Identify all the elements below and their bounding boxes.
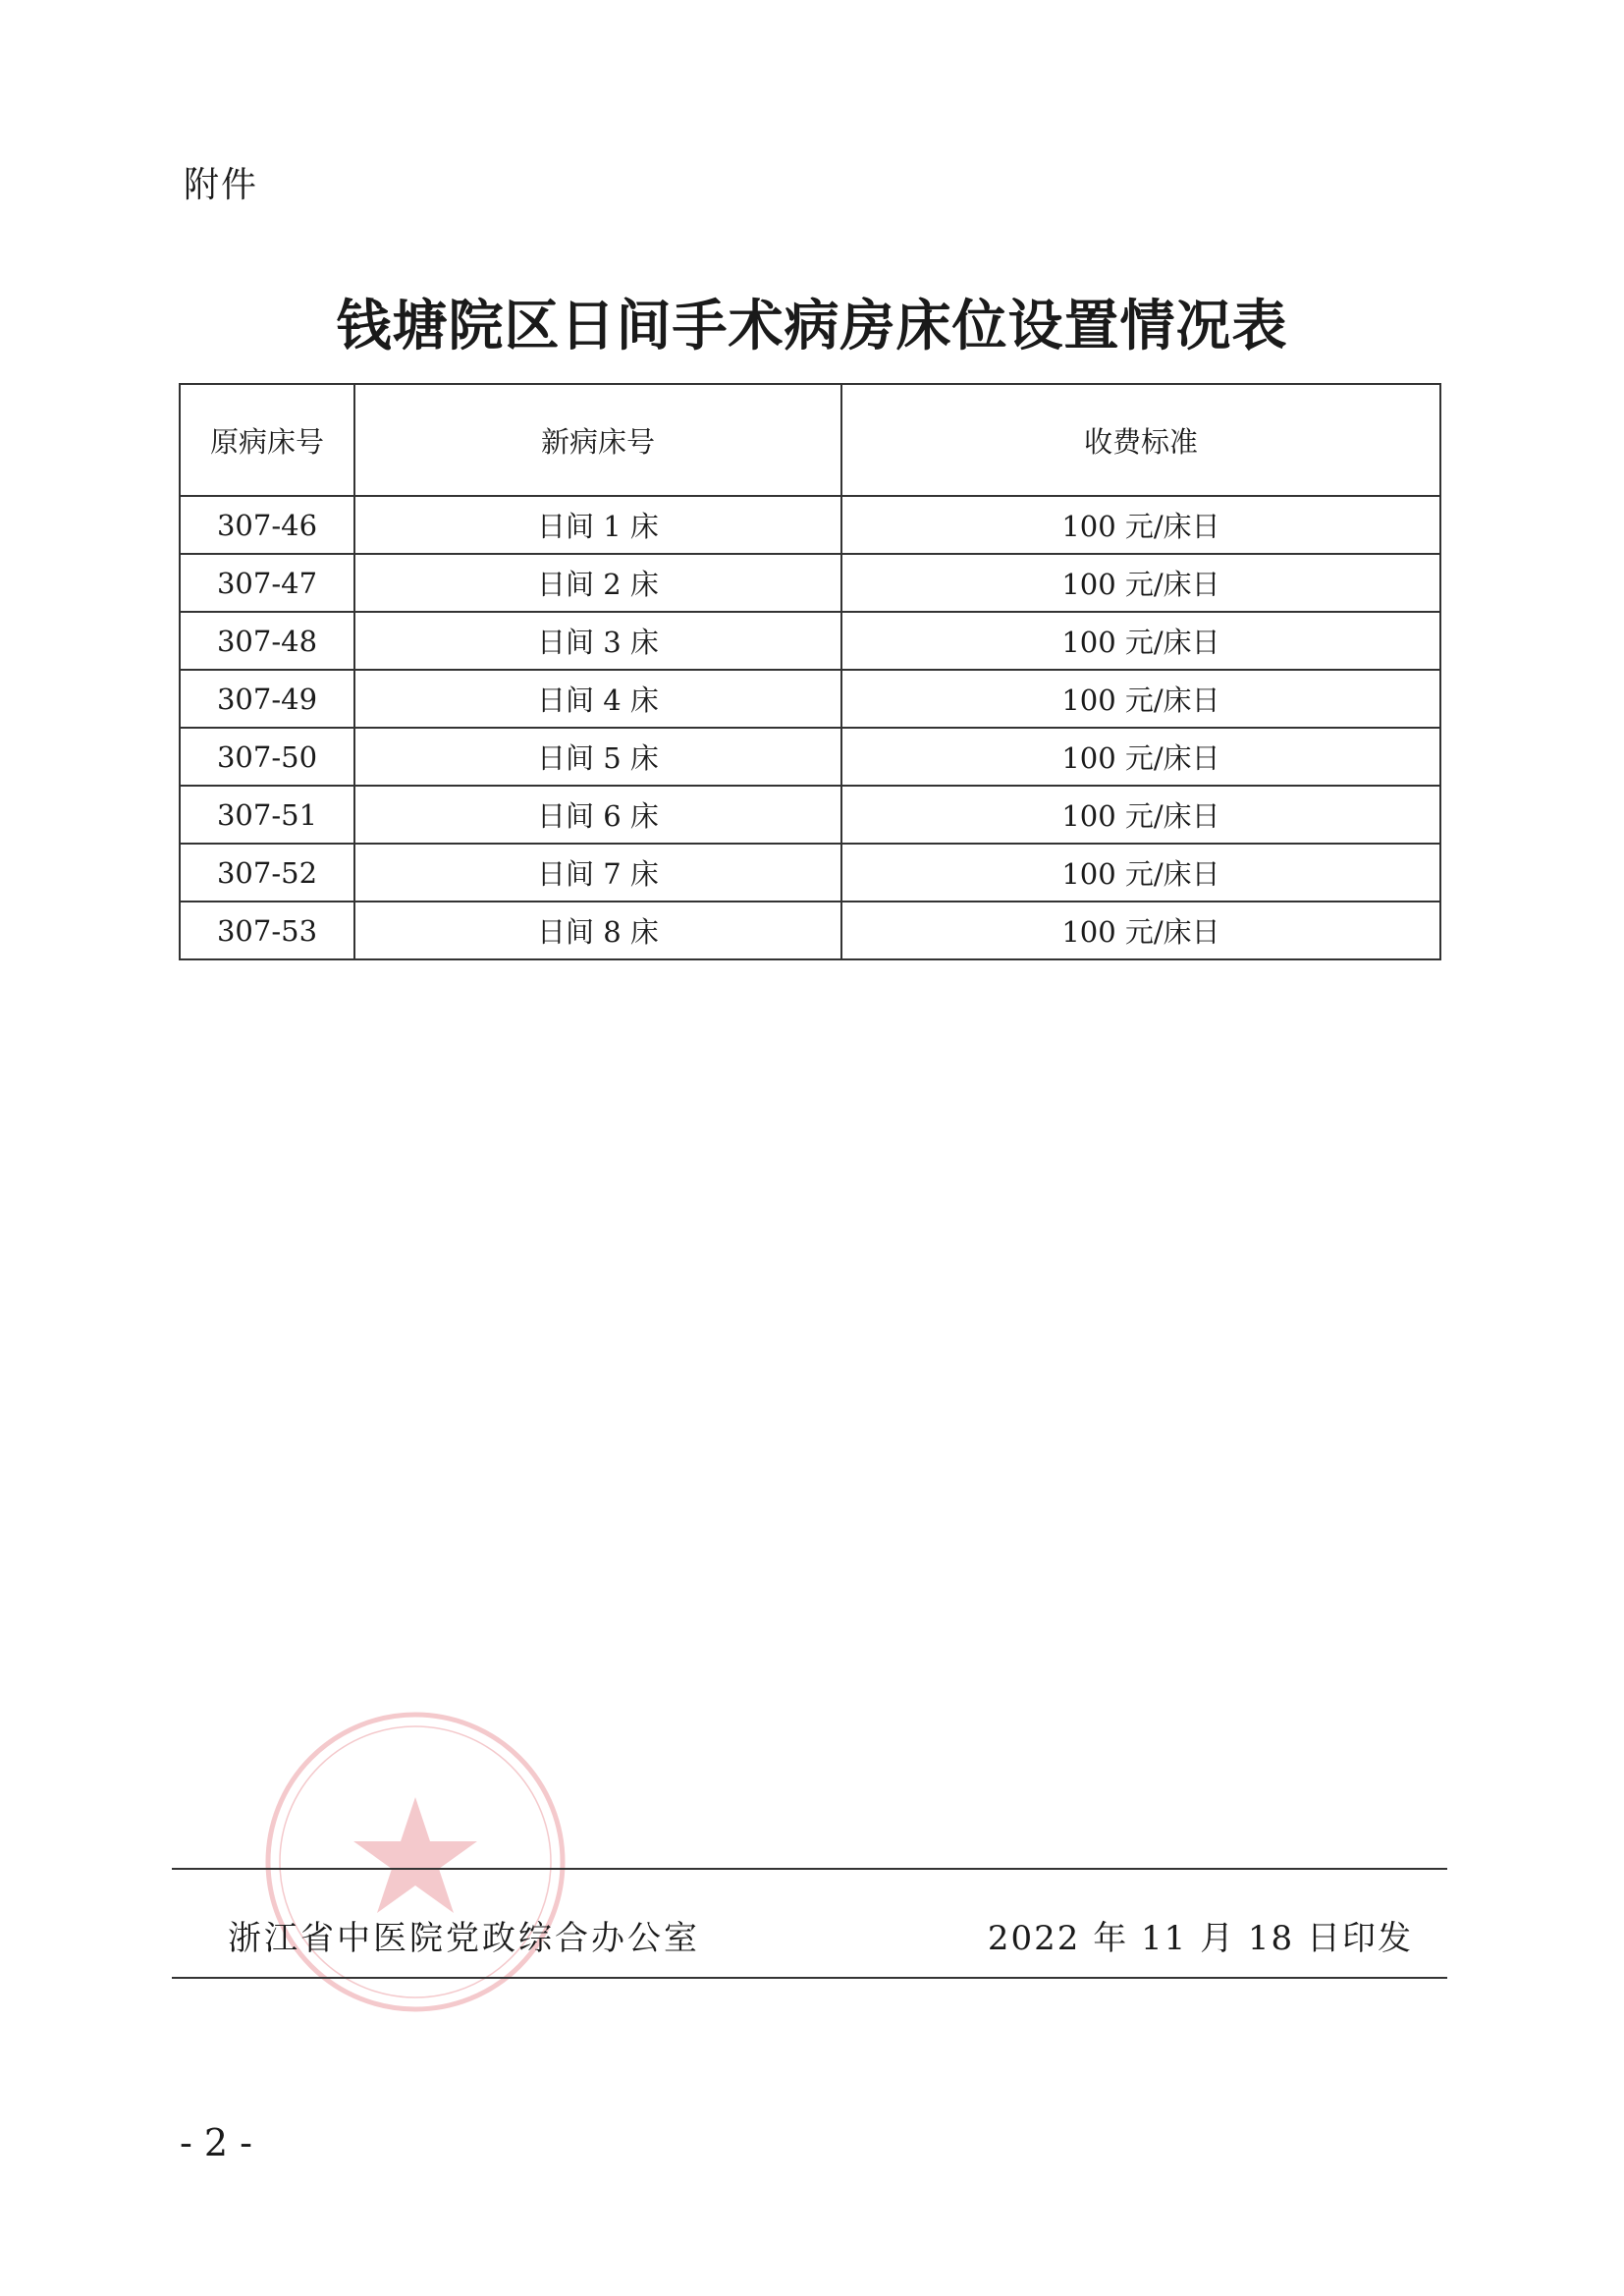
footer-bottom-rule <box>172 1977 1447 1979</box>
table-row <box>180 728 1440 786</box>
header-fee-standard: 收费标准 <box>841 384 1440 496</box>
table-header-row <box>180 384 1440 496</box>
table-row <box>180 786 1440 844</box>
cell-fee: 100 元/床日 <box>841 554 1440 612</box>
cell-fee: 100 元/床日 <box>841 844 1440 902</box>
table-row <box>180 844 1440 902</box>
official-seal-stamp <box>257 1704 573 2020</box>
page-title: 钱塘院区日间手术病房床位设置情况表 <box>336 295 1288 358</box>
table-row <box>180 902 1440 959</box>
issue-date: 2022 年 11 月 18 日印发 <box>987 1919 1413 1958</box>
table-row <box>180 670 1440 728</box>
table-row <box>180 612 1440 670</box>
table-row <box>180 496 1440 554</box>
page-number: - 2 - <box>180 2121 253 2164</box>
issuer-name: 浙江省中医院党政综合办公室 <box>228 1919 700 1958</box>
table-row <box>180 554 1440 612</box>
cell-fee: 100 元/床日 <box>841 612 1440 670</box>
cell-original-bed: 307-53 <box>180 902 354 959</box>
cell-fee: 100 元/床日 <box>841 786 1440 844</box>
cell-original-bed: 307-49 <box>180 670 354 728</box>
cell-original-bed: 307-46 <box>180 496 354 554</box>
cell-new-bed: 日间 8 床 <box>354 902 841 959</box>
cell-new-bed: 日间 7 床 <box>354 844 841 902</box>
header-original-bed: 原病床号 <box>180 384 354 496</box>
cell-fee: 100 元/床日 <box>841 728 1440 786</box>
cell-original-bed: 307-48 <box>180 612 354 670</box>
cell-new-bed: 日间 6 床 <box>354 786 841 844</box>
cell-new-bed: 日间 3 床 <box>354 612 841 670</box>
cell-new-bed: 日间 5 床 <box>354 728 841 786</box>
cell-new-bed: 日间 4 床 <box>354 670 841 728</box>
cell-fee: 100 元/床日 <box>841 902 1440 959</box>
cell-fee: 100 元/床日 <box>841 670 1440 728</box>
cell-original-bed: 307-47 <box>180 554 354 612</box>
cell-original-bed: 307-52 <box>180 844 354 902</box>
attachment-label: 附件 <box>184 165 259 205</box>
cell-new-bed: 日间 1 床 <box>354 496 841 554</box>
cell-original-bed: 307-51 <box>180 786 354 844</box>
bed-table <box>179 383 1441 960</box>
cell-fee: 100 元/床日 <box>841 496 1440 554</box>
cell-new-bed: 日间 2 床 <box>354 554 841 612</box>
footer-top-rule <box>172 1868 1447 1870</box>
cell-original-bed: 307-50 <box>180 728 354 786</box>
header-new-bed: 新病床号 <box>354 384 841 496</box>
